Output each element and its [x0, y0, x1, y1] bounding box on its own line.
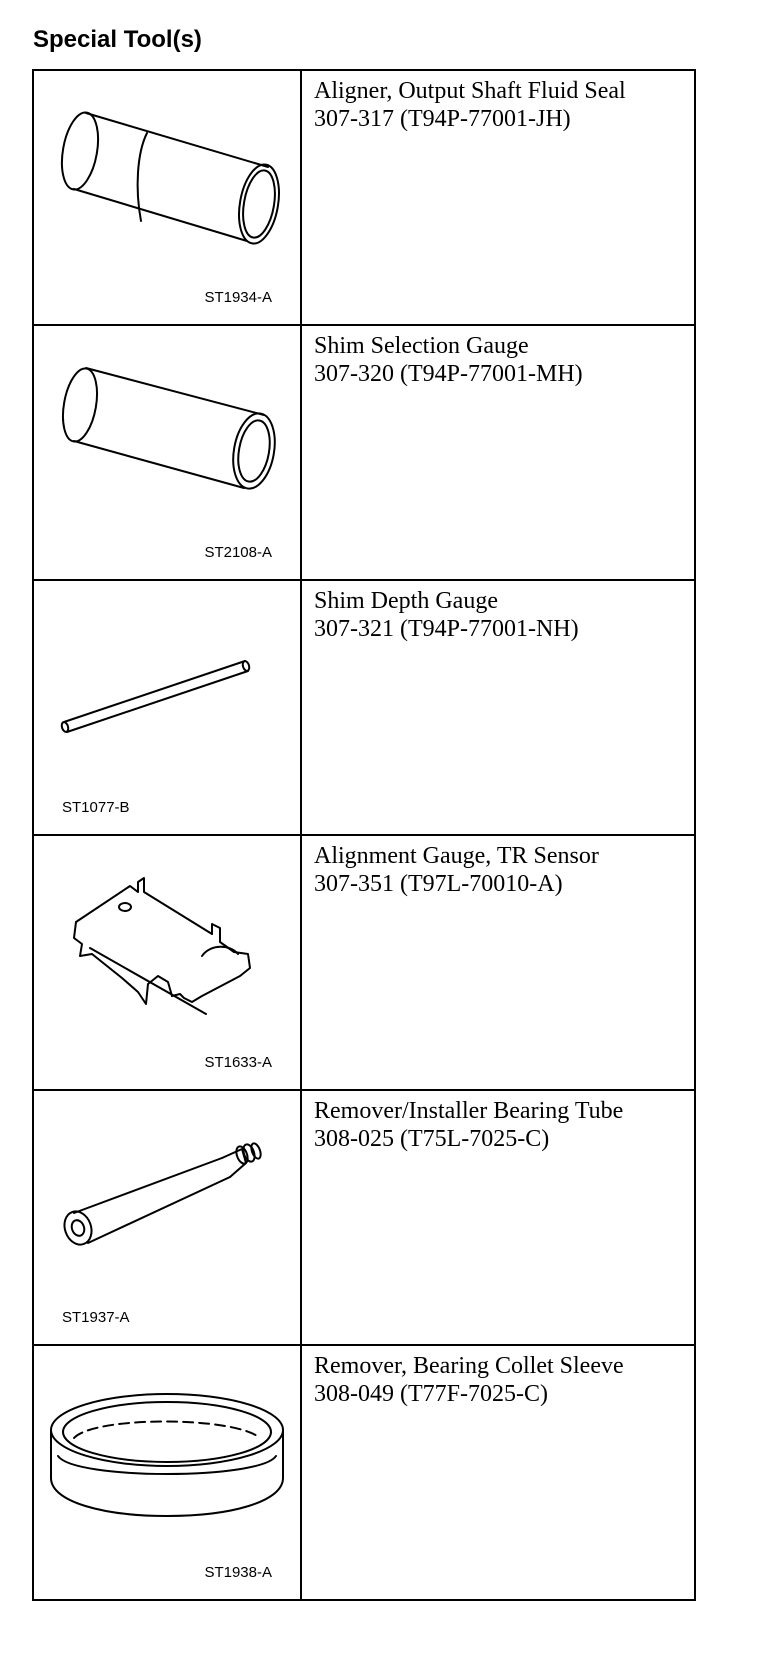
- tool-illustration-cell: [33, 325, 301, 580]
- tool-name: Shim Selection Gauge: [314, 333, 529, 359]
- output-shaft-seal-aligner-icon: [34, 71, 300, 324]
- bearing-tube-remover-installer-icon: [34, 1091, 300, 1344]
- tool-number: 307-351 (T97L-70010-A): [314, 871, 563, 897]
- tr-sensor-alignment-gauge-icon: [34, 836, 300, 1089]
- tool-image-code: ST1077-B: [62, 799, 130, 816]
- tool-description-cell: [301, 325, 695, 580]
- tool-name: Remover, Bearing Collet Sleeve: [314, 1353, 624, 1379]
- tool-image-code: ST2108-A: [204, 544, 272, 561]
- shim-selection-gauge-icon: [34, 326, 300, 579]
- tool-name: Aligner, Output Shaft Fluid Seal: [314, 78, 626, 104]
- tool-description-cell: [301, 70, 695, 325]
- tool-illustration-cell: [33, 70, 301, 325]
- tool-image-code: ST1937-A: [62, 1309, 130, 1326]
- tool-name: Alignment Gauge, TR Sensor: [314, 843, 599, 869]
- tool-description-cell: [301, 1345, 695, 1600]
- tool-row: [33, 580, 695, 835]
- tool-number: 307-321 (T94P-77001-NH): [314, 616, 579, 642]
- tool-name: Remover/Installer Bearing Tube: [314, 1098, 624, 1124]
- page-title: Special Tool(s): [33, 26, 202, 53]
- tool-description-cell: [301, 1090, 695, 1345]
- tool-description-cell: [301, 835, 695, 1090]
- tool-image-code: ST1633-A: [204, 1054, 272, 1071]
- tool-description-cell: [301, 580, 695, 835]
- tool-row: [33, 325, 695, 580]
- tool-row: [33, 835, 695, 1090]
- tool-illustration-cell: [33, 835, 301, 1090]
- tool-number: 307-320 (T94P-77001-MH): [314, 361, 583, 387]
- shim-depth-gauge-icon: [34, 581, 300, 834]
- tool-illustration-cell: [33, 580, 301, 835]
- bearing-collet-sleeve-remover-icon: [34, 1346, 300, 1599]
- tool-number: 308-025 (T75L-7025-C): [314, 1126, 550, 1152]
- tool-name: Shim Depth Gauge: [314, 588, 498, 614]
- tool-image-code: ST1938-A: [204, 1564, 272, 1581]
- tool-row: [33, 70, 695, 325]
- tool-illustration-cell: [33, 1090, 301, 1345]
- special-tools-table: [32, 69, 696, 1601]
- tool-illustration-cell: [33, 1345, 301, 1600]
- tool-number: 307-317 (T94P-77001-JH): [314, 106, 571, 132]
- tool-image-code: ST1934-A: [204, 289, 272, 306]
- tool-row: [33, 1090, 695, 1345]
- tool-row: [33, 1345, 695, 1600]
- tool-number: 308-049 (T77F-7025-C): [314, 1381, 548, 1407]
